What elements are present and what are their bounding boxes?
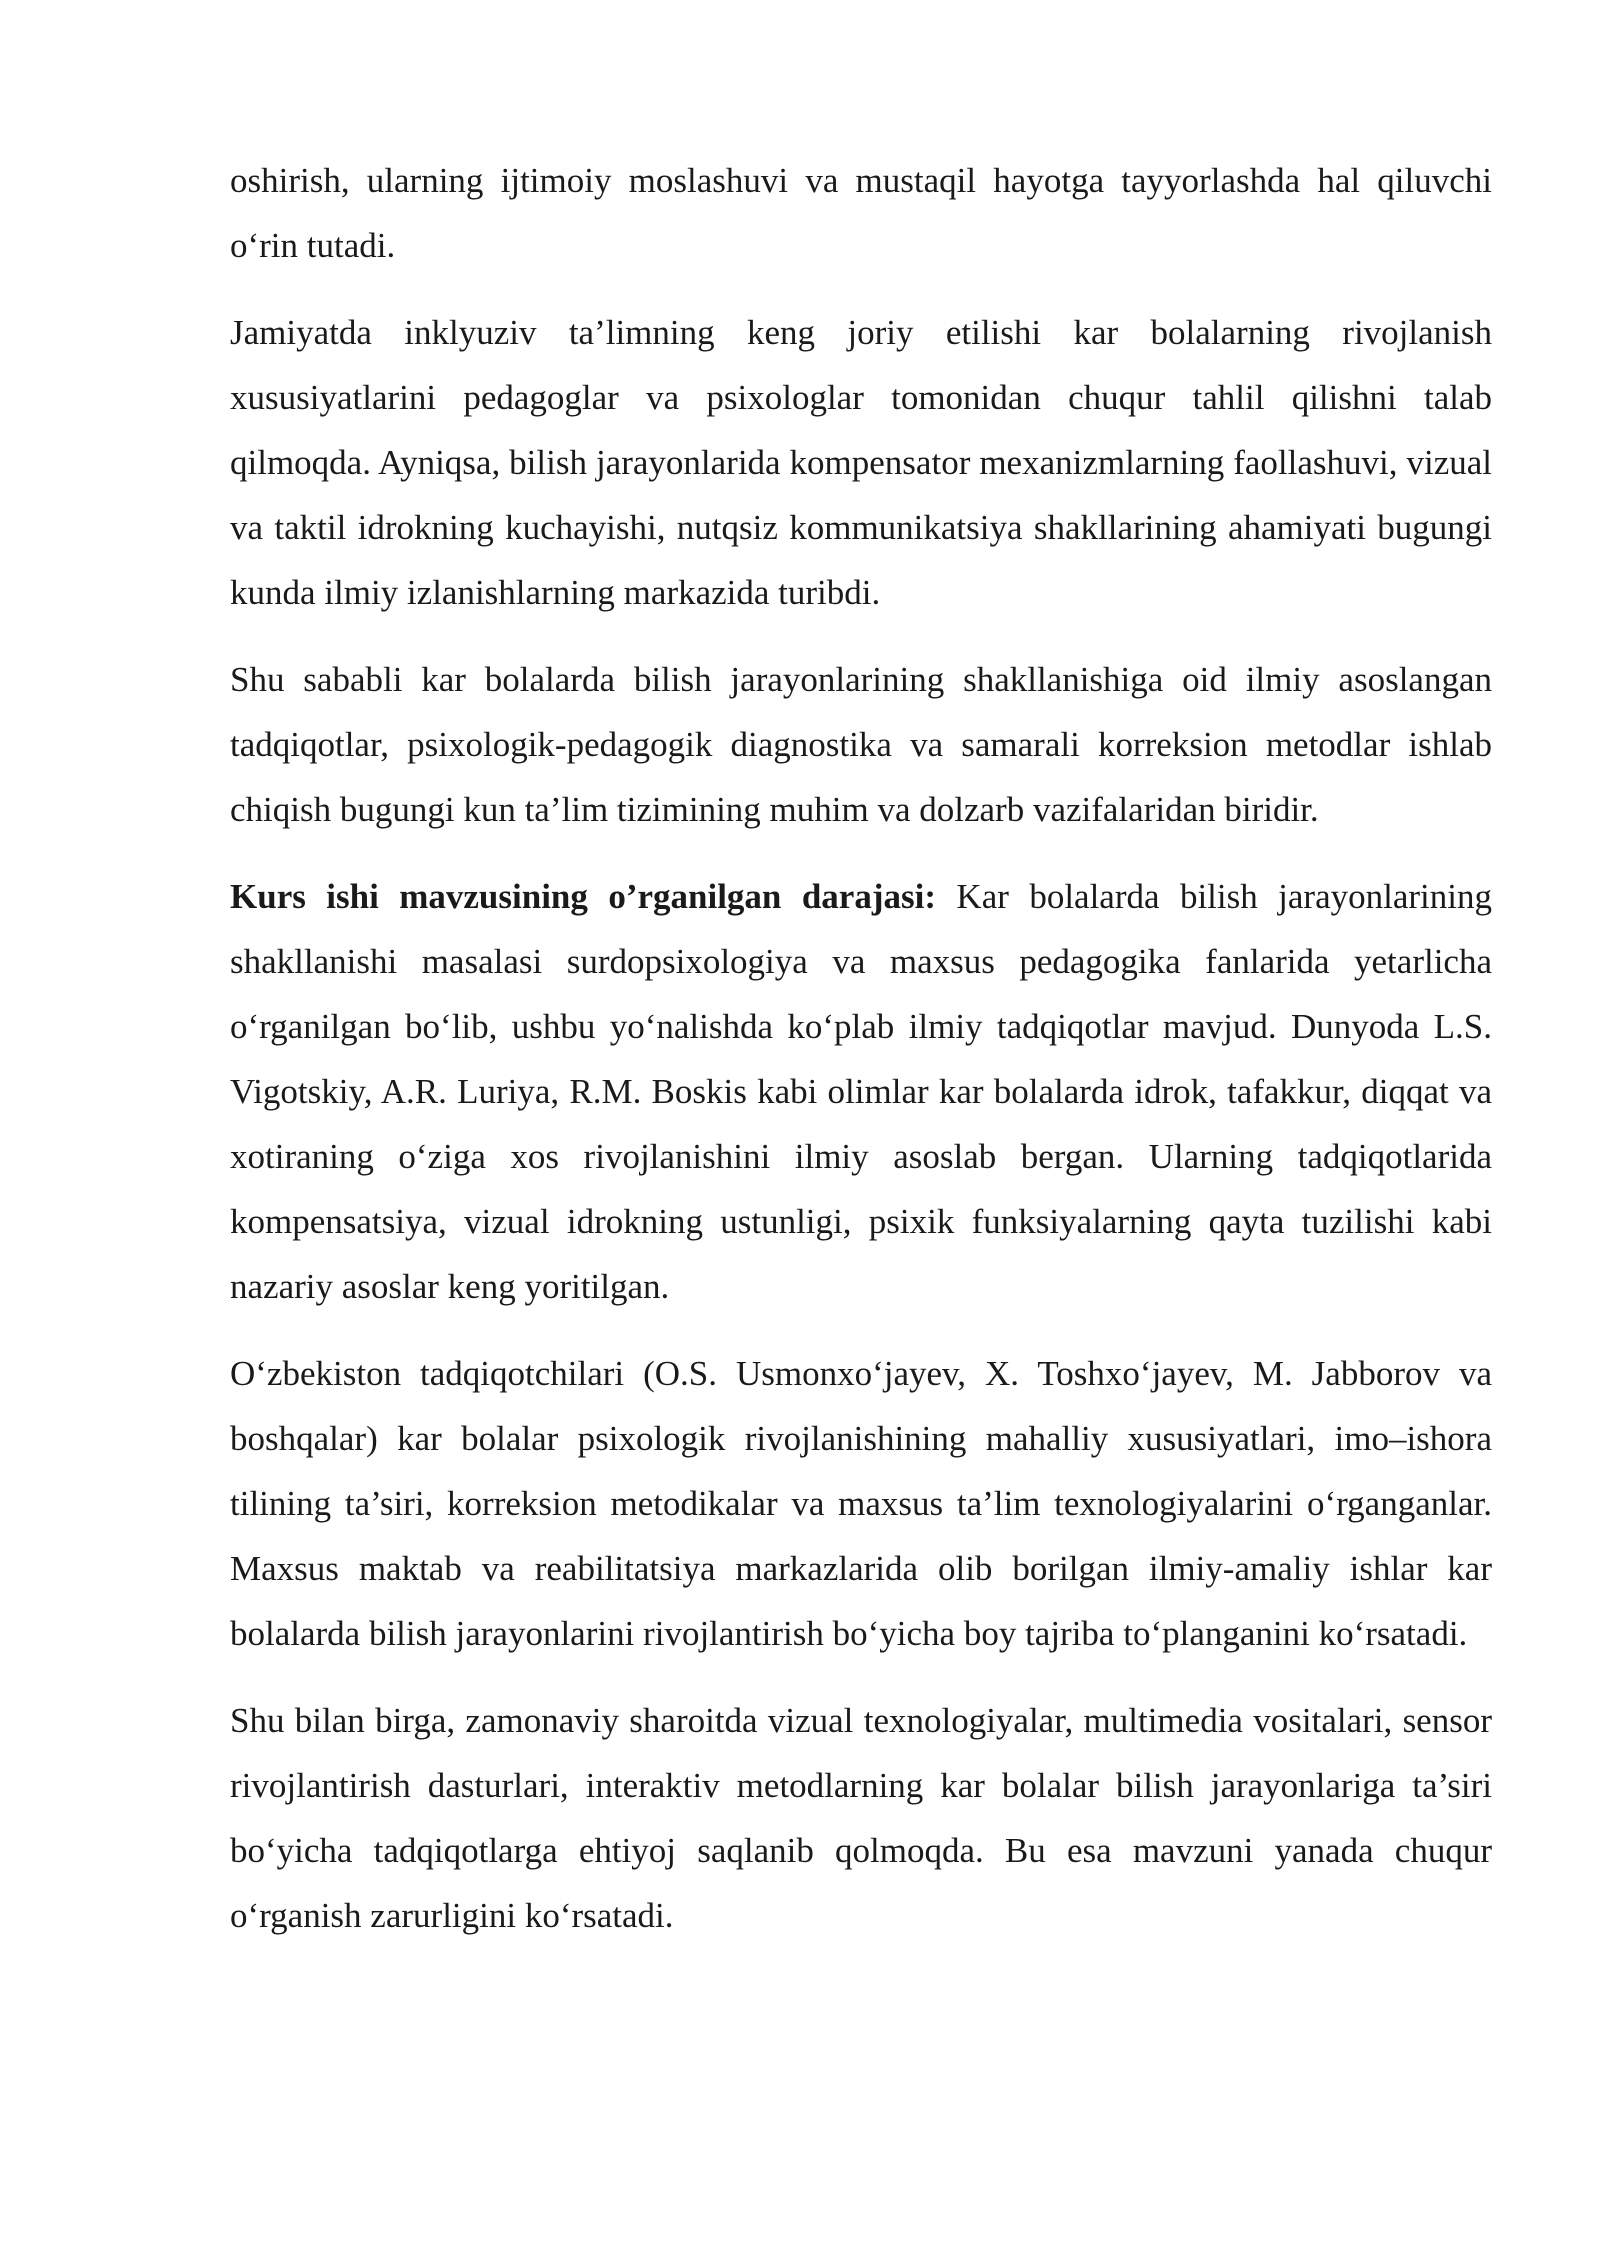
paragraph-3-text: Shu sababli kar bolalarda bilish jarayonlarining shakllanishiga oid ilmiy asoslangan tadqiqotlar, psixologik-pedagogik diagnostika va samarali korreksion metodlar ishlab chiqish bugungi kun ta’lim tizimining muhim va dolzarb vazifalaridan biridir. <box>230 660 1492 829</box>
paragraph-3 <box>230 647 1492 842</box>
section-heading-lead: Kurs ishi mavzusining o’rganilgan darajasi: <box>230 877 936 916</box>
paragraph-1-text: oshirish, ularning ijtimoiy moslashuvi va mustaqil hayotga tayyorlashda hal qiluvchi o‘rin tutadi. <box>230 161 1492 265</box>
paragraph-2 <box>230 300 1492 625</box>
paragraph-5 <box>230 1341 1492 1666</box>
paragraph-2-text: Jamiyatda inklyuziv ta’limning keng joriy etilishi kar bolalarning rivojlanish xususiyatlarini pedagoglar va psixologlar tomonidan chuqur tahlil qilishni talab qilmoqda. Ayniqsa, bilish jarayonlarida kompensator mexanizmlarning faollashuvi, vizual va taktil idrokning kuchayishi, nutqsiz kommunikatsiya shakllarining ahamiyati bugungi kunda ilmiy izlanishlarning markazida turibdi. <box>230 313 1492 612</box>
paragraph-6-text: Shu bilan birga, zamonaviy sharoitda vizual texnologiyalar, multimedia vositalari, sensor rivojlantirish dasturlari, interaktiv metodlarning kar bolalar bilish jarayonlariga ta’siri bo‘yicha tadqiqotlarga ehtiyoj saqlanib qolmoqda. Bu esa mavzuni yanada chuqur o‘rganish zarurligini ko‘rsatadi. <box>230 1701 1492 1935</box>
paragraph-4 <box>230 864 1492 1319</box>
document-body <box>230 148 1492 1970</box>
paragraph-1 <box>230 148 1492 278</box>
paragraph-6 <box>230 1688 1492 1948</box>
paragraph-4-text: Kar bolalarda bilish jarayonlarining shakllanishi masalasi surdopsixologiya va maxsus pedagogika fanlarida yetarlicha o‘rganilgan bo‘lib, ushbu yo‘nalishda ko‘plab ilmiy tadqiqotlar mavjud. Dunyoda L.S. Vigotskiy, A.R. Luriya, R.M. Boskis kabi olimlar kar bolalarda idrok, tafakkur, diqqat va xotiraning o‘ziga xos rivojlanishini ilmiy asoslab bergan. Ularning tadqiqotlarida kompensatsiya, vizual idrokning ustunligi, psixik funksiyalarning qayta tuzilishi kabi nazariy asoslar keng yoritilgan. <box>230 877 1492 1306</box>
paragraph-5-text: O‘zbekiston tadqiqotchilari (O.S. Usmonxo‘jayev, X. Toshxo‘jayev, M. Jabborov va boshqalar) kar bolalar psixologik rivojlanishining mahalliy xususiyatlari, imo–ishora tilining ta’siri, korreksion metodikalar va maxsus ta’lim texnologiyalarini o‘rganganlar. Maxsus maktab va reabilitatsiya markazlarida olib borilgan ilmiy-amaliy ishlar kar bolalarda bilish jarayonlarini rivojlantirish bo‘yicha boy tajriba to‘planganini ko‘rsatadi. <box>230 1354 1492 1653</box>
